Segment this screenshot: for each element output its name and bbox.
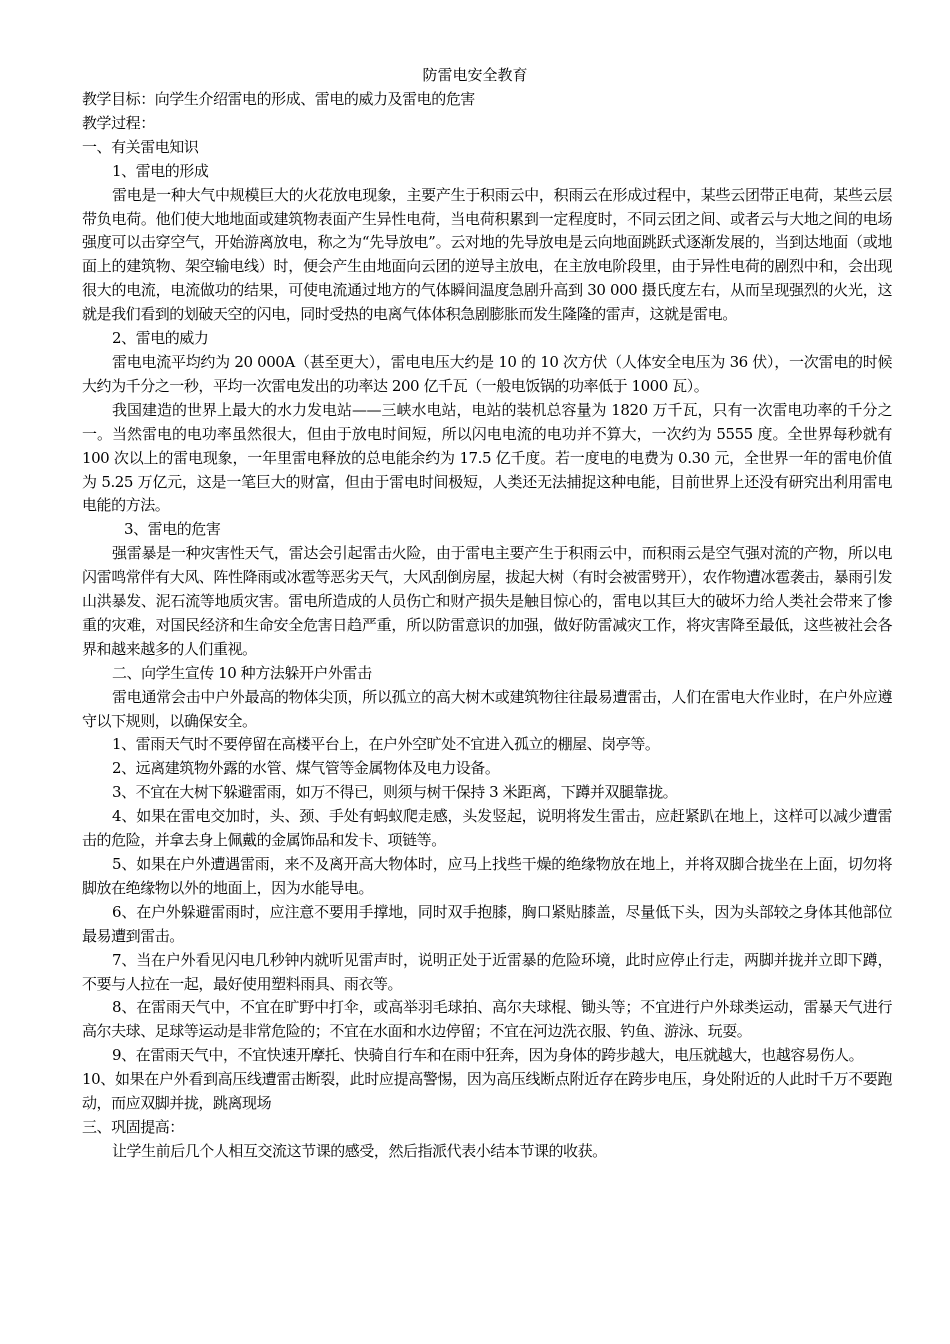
formation-paragraph: 雷电是一种大气中规模巨大的火花放电现象，主要产生于积雨云中，积雨云在形成过程中，某些云团带正电荷，某些云层带负电荷。他们使大地地面或建筑物表面产生异性电荷，当电荷积累到一定程度时，不同云团之间、或者云与大地之间的电场强度可以击穿空气，开始游离放电，称之为“先导放电”。云对地的先导放电是云向地面跳跃式逐渐发展的，当到达地面（或地面上的建筑物、架空输电线）时，便会产生由地面向云团的逆导主放电，在主放电阶段里，由于异性电荷的剧烈中和，会出现很大的电流，电流做功的结果，可使电流通过地方的气体瞬间温度急剧升高到 30 000 摄氏度左右，从而呈现强烈的火光，这就是我们看到的划破天空的闪电，同时受热的电离气体体积急剧膨胀而发生隆隆的雷声，这就是雷电。	[82, 185, 892, 324]
safety-rule-item-10: 10、如果在户外看到高压线遭雷击断裂，此时应提高警惕，因为高压线断点附近存在跨步电压，身处附近的人此时千万不要跑动，而应双脚并拢，跳离现场	[82, 1070, 892, 1113]
hazard-paragraph: 强雷暴是一种灾害性天气，雷达会引起雷击火险，由于雷电主要产生于积雨云中，而积雨云是空气强对流的产物，所以电闪雷鸣常伴有大风、阵性降雨或冰雹等恶劣天气，大风刮倒房屋，拔起大树（有时会被雷劈开），农作物遭冰雹袭击，暴雨引发山洪暴发、泥石流等地质灾害。雷电所造成的人员伤亡和财产损失是触目惊心的，雷电以其巨大的破坏力给人类社会带来了惨重的灾难，对国民经济和生命安全危害日趋严重，所以防雷意识的加强，做好防雷减灾工作，将灾害降至最低，这些被社会各界和越来越多的人们重视。	[82, 544, 892, 658]
subsection-power-heading: 2、雷电的威力	[112, 329, 209, 348]
subsection-hazard-heading: 3、雷电的危害	[124, 520, 221, 539]
safety-rule-item: 4、如果在雷电交加时，头、颈、手处有蚂蚁爬走感，头发竖起，说明将发生雷击，应赶紧趴在地上，这样可以减少遭雷击的危险，并拿去身上佩戴的金属饰品和发卡、项链等。	[82, 807, 892, 850]
power-paragraph-1: 雷电电流平均约为 20 000A（甚至更大），雷电电压大约是 10 的 10 次方伏（人体安全电压为 36 伏），一次雷电的时候大约为千分之一秒，平均一次雷电发出的功率达 200 亿千瓦（一般电饭锅的功率低于 1000 瓦）。	[82, 352, 892, 395]
section-2-heading: 二、向学生宣传 10 种方法躲开户外雷击	[112, 663, 372, 682]
safety-rule-item: 5、如果在户外遭遇雷雨，来不及离开高大物体时，应马上找些干燥的绝缘物放在地上，并将双脚合拢坐在上面，切勿将脚放在绝缘物以外的地面上，因为水能导电。	[82, 855, 892, 897]
document-title: 防雷电安全教育	[422, 66, 528, 84]
section-3-heading: 三、巩固提高：	[82, 1117, 184, 1136]
safety-rule-item: 6、在户外躲避雷雨时，应注意不要用手撑地，同时双手抱膝，胸口紧贴膝盖，尽量低下头，因为头部较之身体其他部位最易遭到雷击。	[82, 902, 892, 945]
safety-rule-item: 2、远离建筑物外露的水管、煤气管等金属物体及电力设备。	[112, 759, 500, 778]
power-paragraph-2: 我国建造的世界上最大的水力发电站——三峡水电站，电站的装机总容量为 1820 万千瓦，只有一次雷电功率的千分之一。当然雷电的电功率虽然很大，但由于放电时间短，所以闪电电流的电功并不算大，一次约为 5555 度。全世界每秒就有 100 次以上的雷电现象，一年里雷电释放的总电能余约为 17.5 亿千度。若一度电的电费为 0.30 元，全世界一年的雷电价值为 5.25 万亿元，这是一笔巨大的财富，但由于雷电时间极短，人类还无法捕捉这种电能，目前世界上还没有研究出利用雷电电能的方法。	[82, 400, 892, 515]
safety-intro-paragraph: 雷电通常会击中户外最高的物体尖顶，所以孤立的高大树木或建筑物往往最易遭雷击，人们在雷电大作业时，在户外应遵守以下规则，以确保安全。	[82, 687, 892, 730]
summary-paragraph: 让学生前后几个人相互交流这节课的感受，然后指派代表小结本节课的收获。	[112, 1141, 607, 1160]
safety-rule-item: 7、当在户外看见闪电几秒钟内就听见雷声时，说明正处于近雷暴的危险环境，此时应停止行走，两脚并拢并立即下蹲，不要与人拉在一起，最好使用塑料雨具、雨衣等。	[82, 950, 892, 993]
teaching-process-label: 教学过程：	[82, 113, 155, 132]
section-1-heading: 一、有关雷电知识	[82, 137, 199, 156]
subsection-formation-heading: 1、雷电的形成	[112, 161, 209, 180]
safety-rule-item: 1、雷雨天气时不要停留在高楼平台上，在户外空旷处不宜进入孤立的棚屋、岗亭等。	[112, 735, 660, 754]
teaching-objective: 教学目标：向学生介绍雷电的形成、雷电的威力及雷电的危害	[82, 90, 475, 108]
safety-rule-item: 3、不宜在大树下躲避雷雨，如万不得已，则须与树干保持 3 米距离，下蹲并双腿靠拢。	[112, 783, 678, 802]
safety-rule-item: 8、在雷雨天气中，不宜在旷野中打伞，或高举羽毛球拍、高尔夫球棍、锄头等；不宜进行户外球类运动，雷暴天气进行高尔夫球、足球等运动是非常危险的；不宜在水面和水边停留；不宜在河边洗衣服、钓鱼、游泳、玩耍。	[82, 998, 892, 1041]
document-body	[82, 88, 892, 1164]
safety-rule-item: 9、在雷雨天气中，不宜快速开摩托、快骑自行车和在雨中狂奔，因为身体的跨步越大，电压就越大，也越容易伤人。	[112, 1046, 864, 1065]
